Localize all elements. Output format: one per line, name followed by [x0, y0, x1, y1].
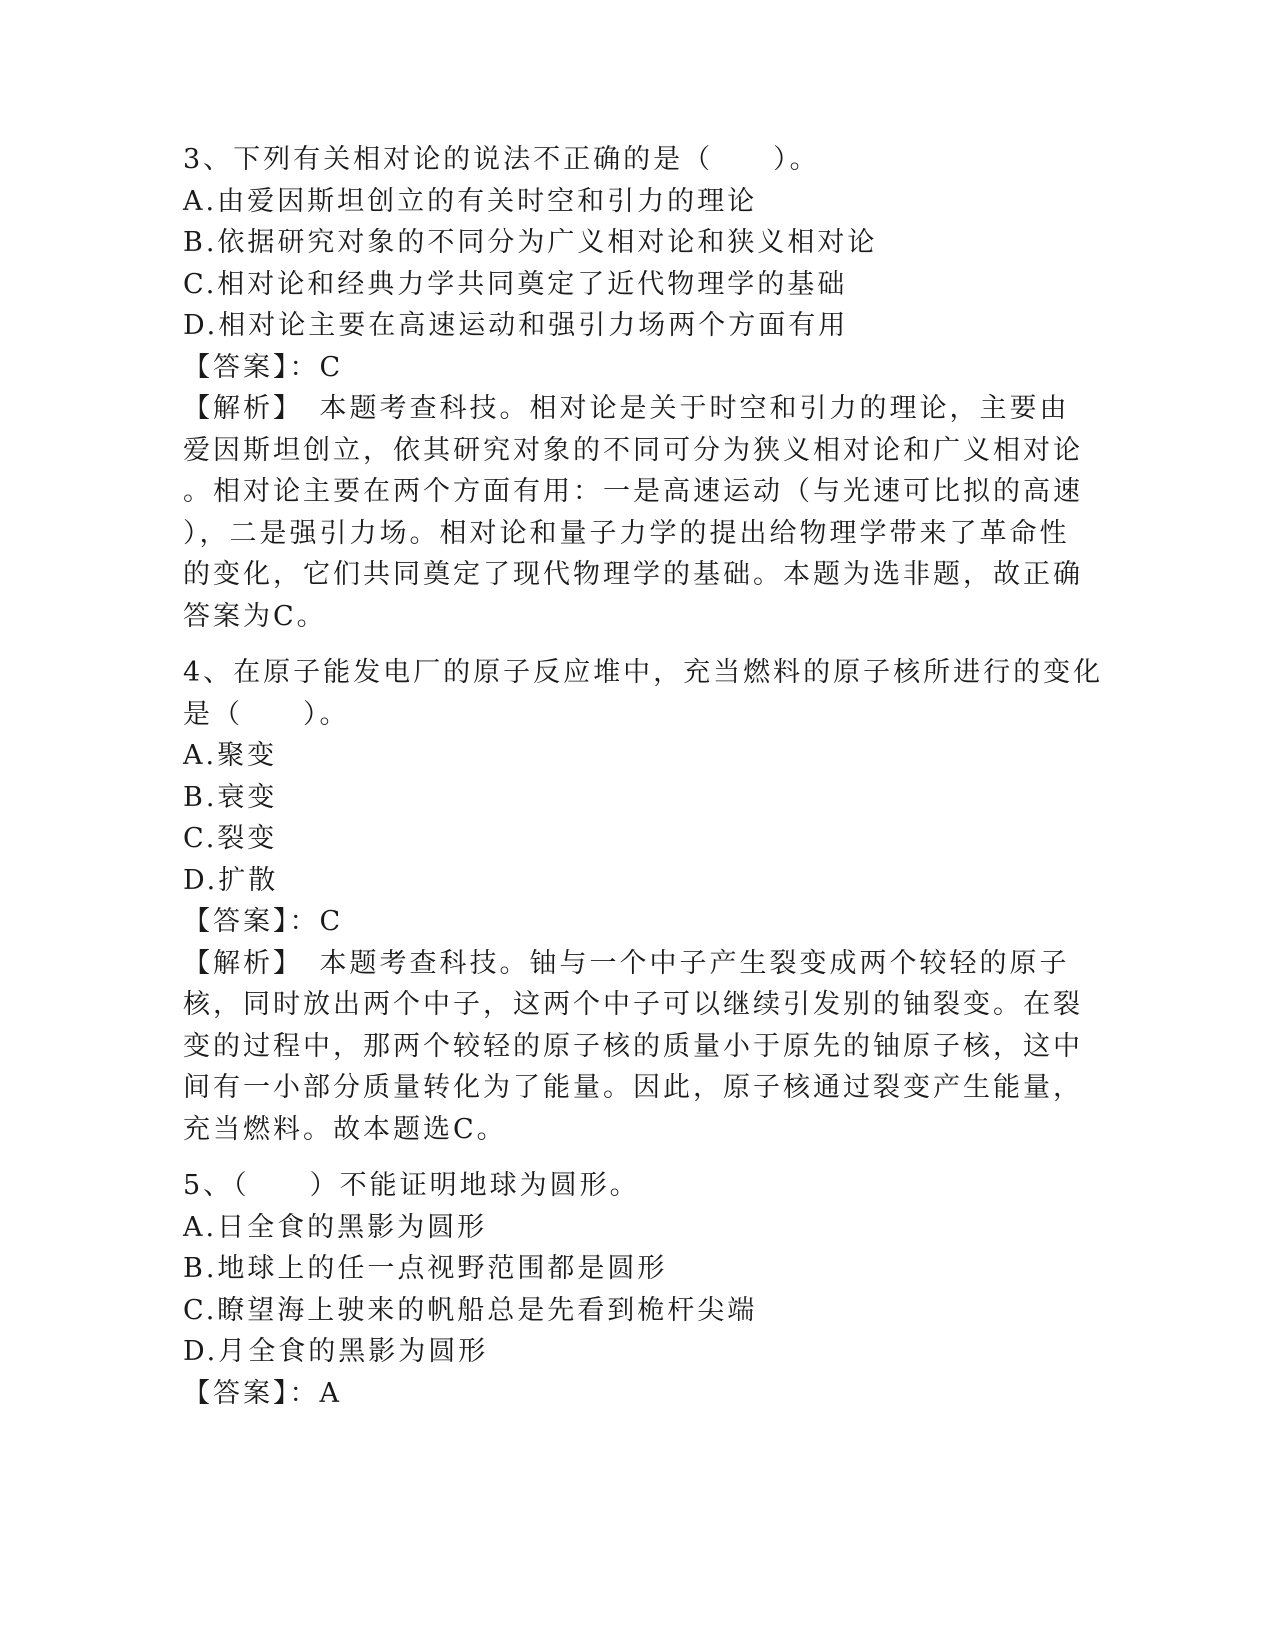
- answer-line: [183, 1373, 1063, 1415]
- analysis-text: 核，同时放出两个中子，这两个中子可以继续引发别的铀裂变。在裂: [183, 989, 1083, 1020]
- question-stem: 是（ ）。: [183, 698, 350, 730]
- option-d: D.扩散: [183, 864, 279, 896]
- option-c: C.裂变: [183, 823, 278, 854]
- answer-label: 【答案】：: [183, 351, 320, 383]
- analysis-text: 充当燃料。故本题选C。: [183, 1113, 507, 1145]
- option-a: A.日全食的黑影为圆形: [183, 1211, 488, 1243]
- option-a: A.聚变: [183, 740, 278, 771]
- answer-line: [183, 347, 1063, 389]
- question-4: [183, 652, 1104, 1150]
- question-stem: 4、在原子能发电厂的原子反应堆中，充当燃料的原子核所进行的变化: [183, 657, 1104, 688]
- analysis-text: 的变化，它们共同奠定了现代物理学的基础。本题为选非题，故正确: [183, 559, 1083, 590]
- analysis-text: ），二是强引力场。相对论和量子力学的提出给物理学带来了革命性: [183, 517, 1070, 549]
- answer-label: 【答案】：: [183, 906, 320, 937]
- question-3: [183, 139, 1083, 637]
- option-d: D.相对论主要在高速运动和强引力场两个方面有用: [183, 310, 849, 341]
- option-b: B.依据研究对象的不同分为广义相对论和狭义相对论: [183, 227, 878, 258]
- option-d: D.月全食的黑影为圆形: [183, 1336, 489, 1367]
- option-c: C.瞭望海上驶来的帆船总是先看到桅杆尖端: [183, 1294, 758, 1326]
- option-c: C.相对论和经典力学共同奠定了近代物理学的基础: [183, 268, 848, 300]
- question-spacer: [183, 637, 1063, 652]
- question-stem: 5、（ ）不能证明地球为圆形。: [183, 1170, 640, 1201]
- answer-value: C: [319, 351, 344, 383]
- answer-label: 【答案】：: [183, 1377, 320, 1409]
- analysis-line: [183, 943, 1070, 985]
- analysis-text: 本题考查科技。铀与一个中子产生裂变成两个较轻的原子: [289, 947, 1070, 979]
- analysis-label: 【解析】: [183, 947, 290, 979]
- document-page: [183, 139, 1104, 1414]
- analysis-text: 答案为C。: [183, 600, 327, 632]
- analysis-text: 。相对论主要在两个方面有用：一是高速运动（与光速可比拟的高速: [183, 476, 1083, 507]
- analysis-text: 间有一小部分质量转化为了能量。因此，原子核通过裂变产生能量，: [183, 1072, 1083, 1103]
- option-b: B.衰变: [183, 781, 278, 813]
- question-5: [183, 1165, 1063, 1414]
- analysis-text: 本题考查科技。相对论是关于时空和引力的理论，主要由: [289, 393, 1070, 424]
- answer-value: C: [319, 906, 344, 937]
- analysis-label: 【解析】: [183, 393, 290, 424]
- question-spacer: [183, 1150, 1063, 1165]
- answer-value: A: [319, 1377, 342, 1409]
- analysis-text: 变的过程中，那两个较轻的原子核的质量小于原先的铀原子核，这中: [183, 1030, 1083, 1062]
- analysis-line: [183, 388, 1070, 430]
- answer-line: [183, 901, 1063, 943]
- option-a: A.由爱因斯坦创立的有关时空和引力的理论: [183, 185, 758, 217]
- option-b: B.地球上的任一点视野范围都是圆形: [183, 1253, 668, 1284]
- question-stem: 3、下列有关相对论的说法不正确的是（ ）。: [183, 144, 820, 175]
- analysis-text: 爱因斯坦创立，依其研究对象的不同可分为狭义相对论和广义相对论: [183, 434, 1083, 466]
